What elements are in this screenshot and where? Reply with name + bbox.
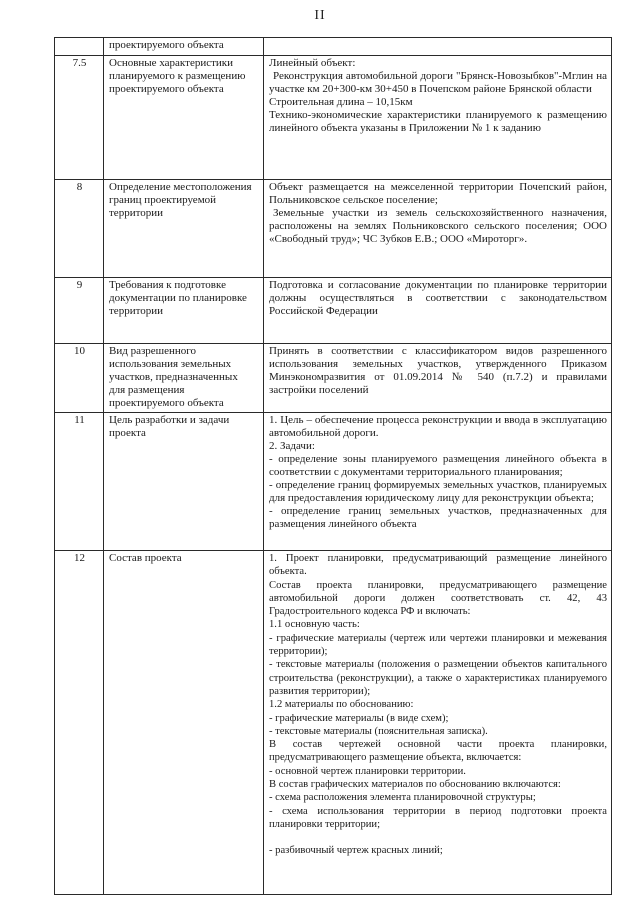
parameter-line: Состав проекта xyxy=(109,552,182,564)
parameter-line: границ проектируемой xyxy=(109,194,217,206)
row-number: 12 xyxy=(55,551,104,895)
value-paragraph: В состав графических материалов по обоснованию включаются: xyxy=(269,779,561,791)
row-value xyxy=(264,56,612,180)
table-row xyxy=(55,344,612,413)
parameter-line: Определение местоположения xyxy=(109,181,252,193)
table-row xyxy=(55,56,612,180)
value-paragraph: - основной чертеж планировки территории. xyxy=(269,765,466,777)
value-paragraph: Подготовка и согласование документации по планировке территории должны осуществляться в соответствии с законодательством Российской Федерации xyxy=(269,279,607,317)
row-value xyxy=(264,180,612,278)
row-parameter xyxy=(104,56,264,180)
parameter-line: территории xyxy=(109,207,164,219)
value-paragraph: 2. Задачи: xyxy=(269,440,315,452)
row-parameter xyxy=(104,344,264,413)
row-value xyxy=(264,413,612,551)
specification-table xyxy=(54,37,612,895)
value-paragraph: - определение границ формируемых земельных участков, планируемых для предоставления юридическому лицу для реконструкции объекта; xyxy=(269,479,607,504)
row-value xyxy=(264,344,612,413)
parameter-line: планируемого к размещению xyxy=(109,70,246,82)
table-row xyxy=(55,38,612,56)
value-paragraph: - определение зоны планируемого размещения линейного объекта в соответствии с документами территориального планирования; xyxy=(269,453,607,478)
parameter-line: Основные характеристики xyxy=(109,57,234,69)
value-paragraph: Принять в соответствии с классификатором видов разрешенного использования земельных участков, утвержденного Приказом Минэкономразвития от 01.09.2014 № 540 (п.7.2) и правилами застройки поселений xyxy=(269,345,607,396)
value-paragraph: Реконструкция автомобильной дороги "Брянск-Новозыбков"-Мглин на участке км 20+300-км 30+450 в Почепском районе Брянской области xyxy=(269,70,607,95)
value-paragraph: - графические материалы (в виде схем); xyxy=(269,712,449,724)
parameter-line: проектируемого объекта xyxy=(109,83,224,95)
value-paragraph: - графические материалы (чертеж или чертежи планировки и межевания территории); xyxy=(269,632,607,658)
row-parameter xyxy=(104,413,264,551)
parameter-line: проектируемого объекта xyxy=(109,397,224,409)
row-value xyxy=(264,38,612,56)
table-row xyxy=(55,413,612,551)
table-row xyxy=(55,551,612,895)
value-paragraph: - текстовые материалы (пояснительная записка). xyxy=(269,725,488,737)
row-parameter xyxy=(104,551,264,895)
table-row xyxy=(55,180,612,278)
row-number: 11 xyxy=(55,413,104,551)
row-number: 8 xyxy=(55,180,104,278)
row-value xyxy=(264,551,612,895)
parameter-line: Цель разработки и задачи xyxy=(109,414,230,426)
value-paragraph: Земельные участки из земель сельскохозяйственного назначения, расположены на землях Польниковского сельского поселения; ООО «Свободный труд»; ЧС Зубков Е.В.; ООО «Мироторг». xyxy=(269,207,607,245)
parameter-line: Требования к подготовке xyxy=(109,279,226,291)
row-value xyxy=(264,278,612,344)
row-number: 9 xyxy=(55,278,104,344)
parameter-line: проектируемого объекта xyxy=(109,39,224,51)
value-paragraph: Состав проекта планировки, предусматривающего размещение автомобильной дороги должен соответствовать ст. 42, 43 Градостроительного кодекса РФ и включать: xyxy=(269,579,607,618)
value-paragraph: В состав чертежей основной части проекта планировки, предусматривающего размещение объекта, включается: xyxy=(269,739,607,764)
row-number: 7.5 xyxy=(55,56,104,180)
value-paragraph: Строительная длина – 10,15км xyxy=(269,96,413,108)
value-paragraph: 1. Цель – обеспечение процесса реконструкции и ввода в эксплуатацию автомобильной дороги. xyxy=(269,414,607,439)
value-paragraph: 1.1 основную часть: xyxy=(269,619,360,631)
value-paragraph: - схема расположения элемента планировочной структуры; xyxy=(269,792,536,804)
parameter-line: использования земельных xyxy=(109,358,232,370)
parameter-line: территории xyxy=(109,305,164,317)
parameter-line: документации по планировке xyxy=(109,292,247,304)
parameter-line: для размещения xyxy=(109,384,185,396)
value-paragraph: - разбивочный чертеж красных линий; xyxy=(269,845,443,857)
value-paragraph: Линейный объект: xyxy=(269,57,356,69)
row-parameter xyxy=(104,180,264,278)
blank-line xyxy=(269,831,607,844)
value-paragraph: - схема использования территории в период подготовки проекта планировки территории; xyxy=(269,805,607,830)
value-paragraph: Технико-экономические характеристики планируемого к размещению линейного объекта указаны в Приложении № 1 к заданию xyxy=(269,109,607,134)
page-number: II xyxy=(314,8,326,23)
table-row xyxy=(55,278,612,344)
row-parameter xyxy=(104,38,264,56)
value-paragraph: 1.2 материалы по обоснованию: xyxy=(269,699,414,711)
row-number: 10 xyxy=(55,344,104,413)
value-paragraph: 1. Проект планировки, предусматривающий размещение линейного объекта. xyxy=(269,553,607,578)
value-paragraph: Объект размещается на межселенной территории Почепский район, Польниковское сельское поселение; xyxy=(269,181,607,206)
row-number xyxy=(55,38,104,56)
value-paragraph: - определение границ земельных участков, предназначенных для размещения линейного объекта xyxy=(269,505,607,530)
value-paragraph: - текстовые материалы (положения о размещении объектов капитального строительства (реконструкции), а также о характеристиках планируемого развития территории); xyxy=(269,659,607,697)
parameter-line: проекта xyxy=(109,427,146,439)
parameter-line: участков, предназначенных xyxy=(109,371,238,383)
parameter-line: Вид разрешенного xyxy=(109,345,197,357)
row-parameter xyxy=(104,278,264,344)
